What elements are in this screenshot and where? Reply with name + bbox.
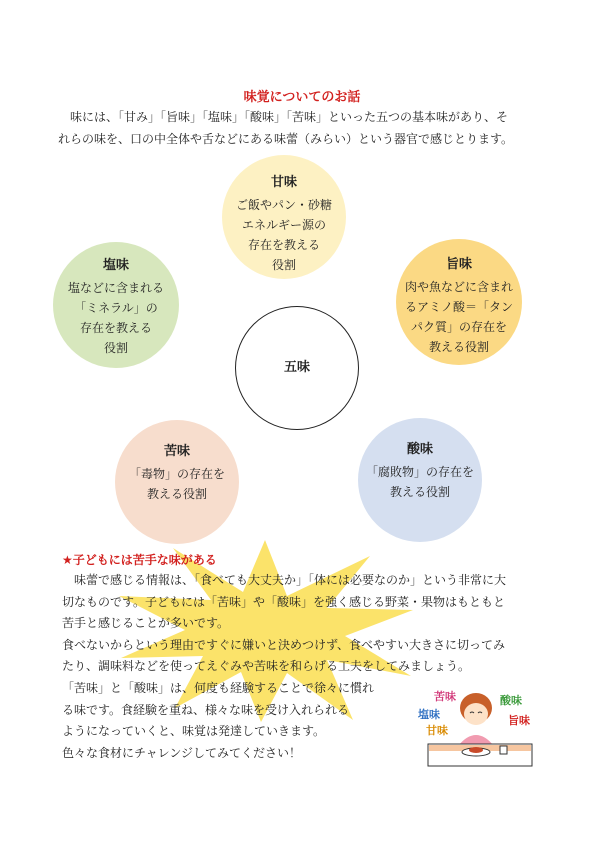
salty-text-line: 存在を教える bbox=[79, 321, 152, 335]
umami-label: 旨味 bbox=[445, 257, 472, 272]
sour-text-line: 教える役割 bbox=[389, 485, 450, 499]
tag-salty: 塩味 bbox=[418, 708, 440, 721]
tag-sour: 酸味 bbox=[500, 694, 522, 707]
body-line: たり、調味料などを使ってえぐみや苦味を和らげる工夫をしてみましょう。 bbox=[62, 659, 471, 674]
page-title: 味覚についてのお話 bbox=[243, 90, 361, 105]
section-heading: ★子どもには苦手な味がある bbox=[62, 553, 217, 567]
salty-taste-circle bbox=[53, 242, 179, 368]
umami-text-line: 教える役割 bbox=[428, 340, 489, 354]
salty-text-line: 「ミネラル」の bbox=[74, 301, 158, 315]
body-line: 色々な食材にチャレンジしてみてください！ bbox=[62, 745, 302, 760]
body-line: 苦手と感じることが多いです。 bbox=[62, 616, 230, 631]
salty-text-line: 塩などに含まれる bbox=[67, 281, 164, 295]
umami-text-line: 肉や魚などに含まれ bbox=[404, 280, 513, 294]
bitter-text-line: 「毒物」の存在を bbox=[128, 467, 225, 481]
salty-text-line: 役割 bbox=[103, 341, 128, 355]
tag-bitter: 苦味 bbox=[434, 690, 456, 703]
five-tastes-center-circle bbox=[235, 306, 359, 430]
tag-umami: 旨味 bbox=[508, 714, 530, 727]
sweet-text-line: 存在を教える bbox=[247, 238, 320, 252]
child-figure-icon bbox=[418, 688, 568, 768]
body-line: ようになっていくと、味覚は発達していきます。 bbox=[62, 724, 326, 739]
body-line: 切なものです。子どもには「苦味」や「酸味」を強く感じる野菜・果物はもともと bbox=[62, 594, 506, 609]
umami-text-line: パク質」の存在を bbox=[410, 320, 507, 334]
sour-taste-circle bbox=[358, 418, 482, 542]
bitter-taste-circle bbox=[115, 420, 239, 544]
tag-sweet: 甘味 bbox=[426, 724, 448, 737]
center-label: 五味 bbox=[283, 360, 310, 375]
salty-label: 塩味 bbox=[102, 258, 129, 273]
sweet-text-line: エネルギー源の bbox=[241, 218, 326, 232]
sweet-text-line: ご飯やパン・砂糖 bbox=[235, 198, 332, 212]
child-eating-illustration bbox=[418, 688, 568, 768]
bitter-label: 苦味 bbox=[163, 444, 190, 459]
sweet-taste-circle bbox=[222, 155, 346, 279]
intro-line: れらの味を、口の中全体や舌などにある味蕾（みらい）という器官で感じとります。 bbox=[58, 132, 514, 146]
intro-line: 味には、「甘み」「旨味」「塩味」「酸味」「苦味」といった五つの基本味があり、そ bbox=[58, 110, 509, 124]
body-line: 「苦味」と「酸味」は、何度も経験することで徐々に慣れ bbox=[62, 680, 375, 695]
body-line: る味です。食経験を重ね、様々な味を受け入れられる bbox=[62, 702, 350, 717]
sour-label: 酸味 bbox=[406, 442, 433, 457]
body-line: 味蕾で感じる情報は、「食べても大丈夫か」「体には必要なのか」という非常に大 bbox=[62, 573, 507, 587]
intro-paragraph bbox=[58, 106, 558, 150]
body-line: 食べないからという理由ですぐに嫌いと決めつけず、食べやすい大きさに切ってみ bbox=[62, 637, 506, 652]
sour-text-line: 「腐敗物」の存在を bbox=[365, 465, 474, 479]
umami-text-line: るアミノ酸＝「タン bbox=[404, 300, 513, 314]
bitter-text-line: 教える役割 bbox=[146, 487, 207, 501]
umami-taste-circle bbox=[396, 239, 522, 365]
sweet-text-line: 役割 bbox=[271, 258, 296, 272]
sweet-label: 甘味 bbox=[270, 175, 297, 190]
